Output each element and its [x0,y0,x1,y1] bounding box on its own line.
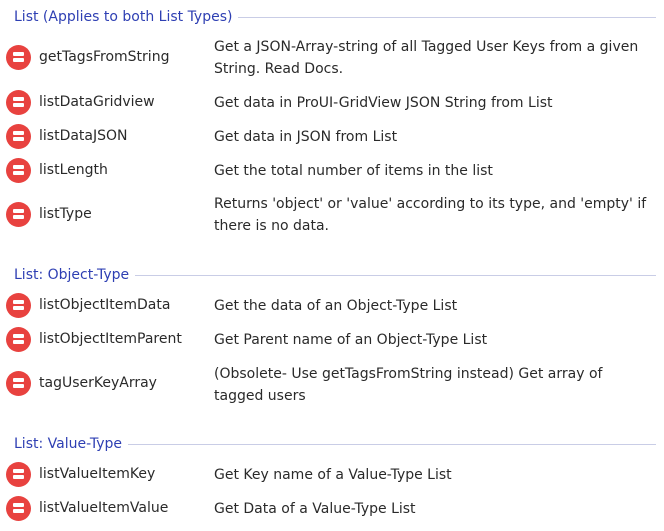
function-name[interactable]: listValueItemKey [39,466,156,482]
function-name[interactable]: listObjectItemData [39,297,171,313]
section-title: List (Applies to both List Types) [14,9,233,25]
function-name[interactable]: listObjectItemParent [39,331,182,347]
function-name[interactable]: tagUserKeyArray [39,375,157,391]
function-description: Get data in JSON from List [214,129,398,145]
function-icon [6,158,31,183]
function-name[interactable]: listDataGridview [39,94,155,110]
function-description: Get the total number of items in the list [214,163,493,179]
function-description: Get a JSON-Array-string of all Tagged User Keys from a given String. Read Docs. [214,39,639,77]
section-title: List: Value-Type [14,436,123,452]
function-icon [6,371,31,396]
function-description: Get Parent name of an Object-Type List [214,332,488,348]
function-name[interactable]: listType [39,206,92,222]
divider [128,444,656,445]
section-header-value-type [14,434,656,454]
function-icon [6,327,31,352]
function-description: Get Data of a Value-Type List [214,501,416,517]
divider [135,275,656,276]
function-icon [6,293,31,318]
function-description: Get data in ProUI-GridView JSON String from List [214,95,553,111]
function-description: (Obsolete- Use getTagsFromString instead) Get array of tagged users [214,366,603,404]
divider [238,17,656,18]
section-title: List: Object-Type [14,267,130,283]
function-icon [6,45,31,70]
section-header-list [14,7,656,27]
section-header-object-type [14,265,656,285]
function-name[interactable]: listValueItemValue [39,500,169,516]
function-description: Get the data of an Object-Type List [214,298,458,314]
function-description: Get Key name of a Value-Type List [214,467,452,483]
function-icon [6,202,31,227]
function-description: Returns 'object' or 'value' according to its type, and 'empty' if there is no data. [214,196,647,234]
function-name[interactable]: listDataJSON [39,128,128,144]
function-icon [6,462,31,487]
function-icon [6,496,31,521]
function-name[interactable]: getTagsFromString [39,49,170,65]
function-name[interactable]: listLength [39,162,108,178]
function-icon [6,124,31,149]
function-icon [6,90,31,115]
